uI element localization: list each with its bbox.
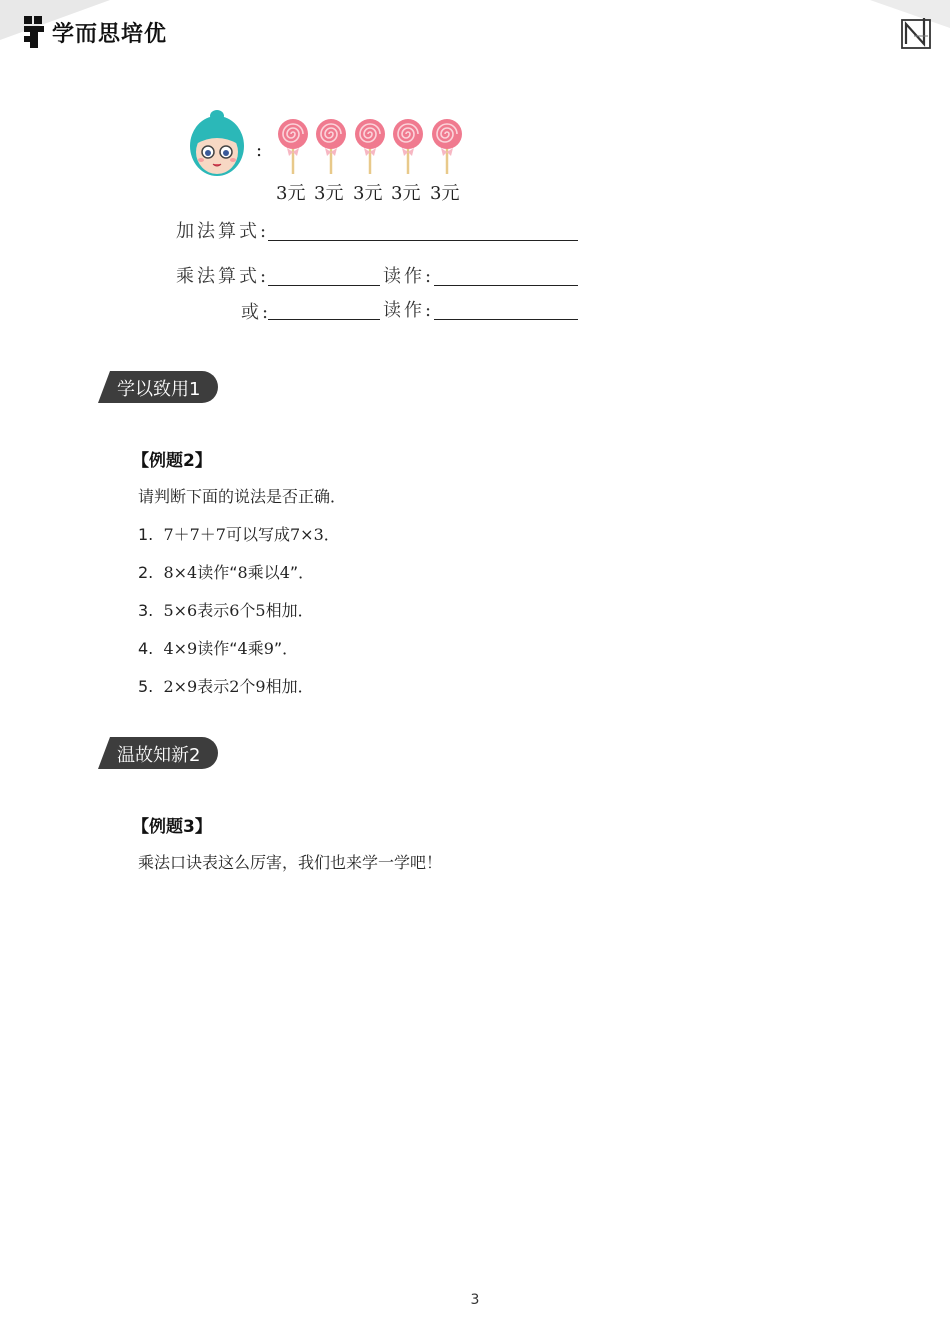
example-title: 【例题2】 — [132, 451, 212, 471]
section-tag-study: 学以致用1 — [117, 379, 201, 400]
logo-mark-icon — [22, 14, 48, 50]
girl-character-icon — [186, 108, 248, 182]
ruler-triangle-icon — [900, 14, 934, 50]
addition-label: 加法算式: — [176, 221, 270, 242]
price-label: 3元 — [353, 183, 383, 204]
example-intro: 请判断下面的说法是否正确． — [138, 487, 347, 506]
example-title: 【例题3】 — [132, 817, 212, 837]
lollipop-icon — [314, 118, 348, 176]
read-as-label: 读作: — [383, 266, 435, 287]
list-item: 4. 4×9读作“4乘9”． — [138, 639, 299, 658]
list-item: 2. 8×4读作“8乘以4”． — [138, 563, 315, 582]
read-as-answer-line[interactable] — [434, 285, 578, 286]
lollipop-icon — [276, 118, 310, 176]
example-intro: 乘法口诀表这么厉害，我们也来学一学吧！ — [138, 853, 443, 872]
lollipop-icon — [353, 118, 387, 176]
lollipop-icon — [430, 118, 464, 176]
multiplication-answer-line[interactable] — [268, 285, 380, 286]
price-label: 3元 — [314, 183, 344, 204]
list-item: 3. 5×6表示6个5相加． — [138, 601, 314, 620]
brand-logo — [22, 12, 167, 52]
price-label: 3元 — [276, 183, 306, 204]
price-label: 3元 — [430, 183, 460, 204]
page-number: 3 — [470, 1292, 480, 1308]
list-item: 5. 2×9表示2个9相加． — [138, 677, 314, 696]
section-tag-review: 温故知新2 — [117, 745, 201, 766]
items-colon: : — [256, 140, 263, 161]
price-label: 3元 — [391, 183, 421, 204]
brand-name: 学而思培优 — [52, 21, 168, 47]
or-answer-line[interactable] — [268, 319, 380, 320]
list-item: 1. 7＋7＋7可以写成7×3． — [138, 525, 340, 544]
multiplication-label: 乘法算式: — [176, 266, 270, 287]
or-label: 或: — [241, 302, 272, 323]
read-as-answer-line-2[interactable] — [434, 319, 578, 320]
lollipop-icon — [391, 118, 425, 176]
read-as-label-2: 读作: — [383, 300, 435, 321]
addition-answer-line[interactable] — [268, 240, 578, 241]
